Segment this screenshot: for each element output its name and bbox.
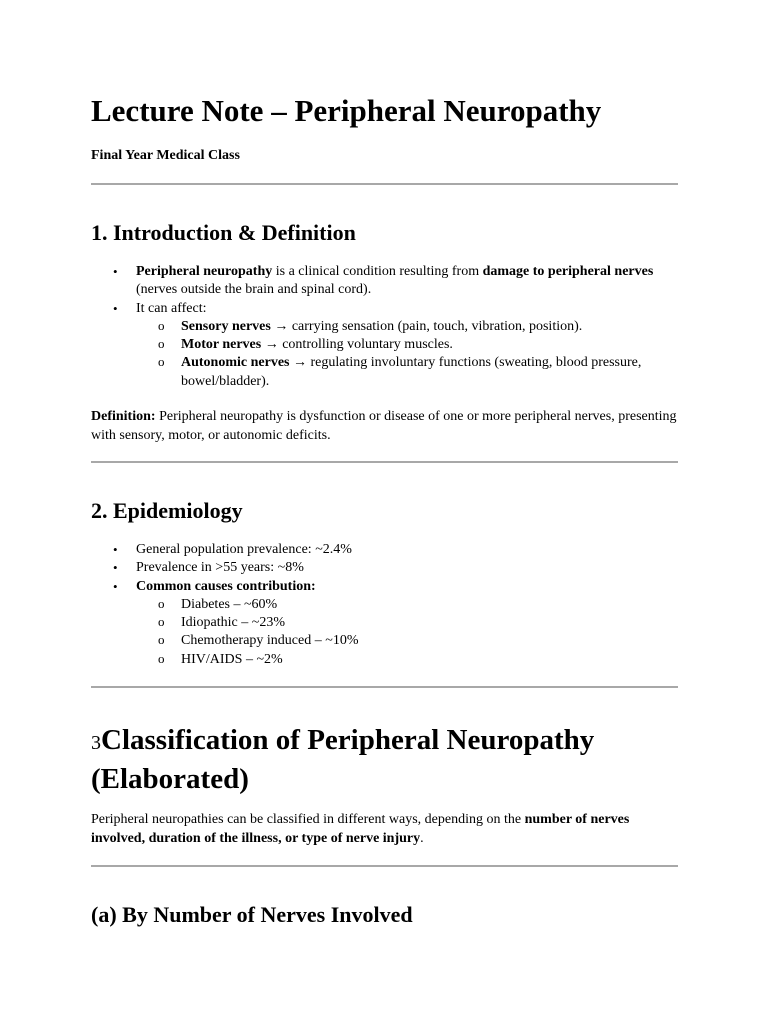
list-item: • General population prevalence: ~2.4% <box>91 541 681 559</box>
term: Sensory nerves <box>181 318 271 334</box>
intro-list <box>91 263 681 391</box>
divider <box>91 865 678 867</box>
section-heading-classification <box>91 722 691 797</box>
arrow-symbol: → <box>270 318 292 334</box>
section-heading-text: Classification of Peripheral Neuropathy (Elaborated) <box>91 724 595 795</box>
term-peripheral-neuropathy: Peripheral neuropathy <box>136 264 273 279</box>
list-item-text: (nerves outside the brain and spinal cord). <box>136 282 372 298</box>
definition-text: Peripheral neuropathy is dysfunction or disease of one or more peripheral nerves, presenting with sensory, motor, or autonomic deficits. <box>91 409 677 443</box>
divider <box>91 461 678 463</box>
list-item <box>136 318 681 336</box>
page-subtitle: Final Year Medical Class <box>91 148 240 163</box>
section-heading-introduction: 1. Introduction & Definition <box>91 220 356 245</box>
epidemiology-list <box>91 541 681 669</box>
list-item <box>91 578 681 669</box>
list-item-text: carrying sensation (pain, touch, vibration, position). <box>291 318 583 334</box>
paragraph-text: Peripheral neuropathies can be classified in different ways, depending on the <box>91 812 525 827</box>
list-item-text: It can affect: <box>136 300 207 316</box>
list-item-text: regulating involuntary functions (sweating, blood pressure, bowel/bladder). <box>181 355 642 389</box>
list-item-text: Common causes contribution: <box>136 578 316 594</box>
section-number: 3 <box>91 732 101 754</box>
list-item: o Idiopathic – ~23% <box>136 614 681 632</box>
list-item <box>136 354 681 391</box>
term: Autonomic nerves <box>181 355 290 371</box>
bold-phrase: number of nerves involved, duration of the illness, or type of nerve injury <box>91 812 630 846</box>
term: Motor nerves <box>181 337 262 353</box>
list-item <box>136 336 681 354</box>
nerve-types-list <box>136 318 681 391</box>
bold-phrase: damage to peripheral nerves <box>482 264 654 279</box>
classification-paragraph <box>91 811 681 848</box>
divider <box>91 686 678 688</box>
arrow-symbol: → <box>261 337 283 353</box>
list-item: o Diabetes – ~60% <box>136 596 681 614</box>
page-title: Lecture Note – Peripheral Neuropathy <box>91 93 602 128</box>
section-heading-epidemiology: 2. Epidemiology <box>91 498 243 523</box>
list-item: o HIV/AIDS – ~2% <box>136 651 681 669</box>
definition-paragraph <box>91 408 681 445</box>
causes-list <box>136 596 681 669</box>
divider <box>91 183 678 185</box>
list-item <box>91 300 681 391</box>
arrow-symbol: → <box>289 355 311 371</box>
list-item-text: is a clinical condition resulting from <box>272 264 483 279</box>
list-item: • Prevalence in >55 years: ~8% <box>91 559 681 577</box>
paragraph-text: . <box>420 830 424 846</box>
list-item: o Chemotherapy induced – ~10% <box>136 632 681 650</box>
list-item-text: controlling voluntary muscles. <box>282 337 453 353</box>
list-item <box>91 263 681 300</box>
subsection-heading-number-of-nerves: (a) By Number of Nerves Involved <box>91 902 413 927</box>
definition-label: Definition: <box>91 409 156 424</box>
